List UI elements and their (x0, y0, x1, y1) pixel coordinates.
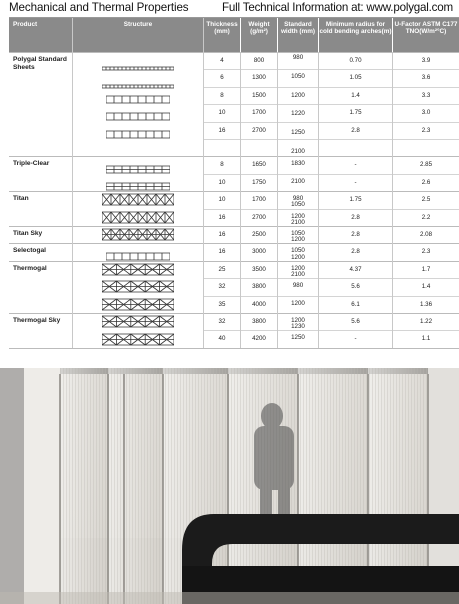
row-divider (204, 69, 459, 70)
table-row (204, 191, 459, 208)
row-divider (204, 104, 459, 105)
structure-profile-thin (102, 58, 174, 76)
column-header-ufactor: U-Factor ASTM C177 TNO(W/m²°C) (393, 18, 459, 52)
cell-width: 980 1050 (291, 195, 305, 209)
cell-ufactor: 2.2 (421, 213, 431, 221)
table-row (204, 69, 459, 86)
cell-ufactor: 3.0 (421, 109, 431, 117)
cell-thickness: 32 (218, 318, 226, 325)
column-header-width: Standard width (mm) (278, 18, 318, 52)
standard-width-list (278, 55, 318, 155)
cell-radius: 5.6 (351, 318, 360, 325)
table-row (204, 261, 459, 278)
width-value: 1250 (291, 129, 305, 137)
column-header-product: Product (9, 18, 72, 52)
cell-ufactor: 2.85 (419, 161, 433, 169)
column-divider (318, 52, 319, 348)
product-name: Titan (13, 195, 29, 203)
cell-radius: 2.8 (351, 248, 360, 256)
structure-profile-x (102, 193, 174, 211)
column-header-weight: Weight (g/m²) (241, 18, 277, 52)
cell-weight: 1700 (252, 109, 266, 117)
cell-radius: 4.37 (349, 265, 362, 273)
cell-width: 2100 (291, 177, 305, 185)
cell-radius: - (354, 178, 357, 186)
cell-weight: 2500 (252, 231, 266, 238)
structure-profile-triple (106, 161, 170, 179)
cell-weight: 4200 (252, 335, 266, 343)
cell-weight: 1500 (252, 91, 266, 99)
cell-thickness: 16 (218, 213, 226, 221)
structure-profile-sky (102, 315, 174, 333)
cell-width: 1200 2100 (291, 264, 305, 279)
cell-weight: 3500 (252, 265, 266, 273)
table-row (204, 122, 459, 139)
table-row (204, 209, 459, 226)
cell-radius: - (354, 335, 357, 343)
cell-weight: 2700 (252, 213, 266, 221)
table-row (204, 156, 459, 173)
cell-ufactor: 2.3 (421, 126, 431, 134)
cell-radius: 1.75 (349, 109, 362, 117)
cell-weight: 1700 (252, 196, 266, 204)
table-row (204, 278, 459, 295)
row-divider (204, 209, 459, 210)
cell-width: 1250 (291, 334, 305, 342)
cell-thickness: 4 (220, 57, 224, 64)
cell-ufactor: 1.7 (421, 265, 431, 273)
cell-weight: 3800 (252, 318, 266, 325)
cell-weight: 1650 (252, 161, 266, 169)
cell-radius: 2.8 (351, 126, 360, 134)
cell-ufactor: 2.6 (421, 178, 431, 186)
product-installation-photo (0, 368, 459, 604)
cell-ufactor: 1.1 (421, 335, 431, 343)
cell-radius: 2.8 (351, 213, 360, 221)
cell-radius: 1.75 (349, 196, 362, 204)
width-value: 980 (292, 54, 304, 61)
row-divider (204, 330, 459, 331)
cell-radius: 0.70 (349, 57, 362, 64)
column-header-radius: Minimum radius for cold bending arches(m) (319, 18, 392, 52)
product-name: Triple-Clear (13, 160, 50, 168)
cell-thickness: 10 (218, 109, 226, 117)
technical-info-link[interactable]: Full Technical Information at: www.polygal.com (222, 1, 453, 14)
cell-width: 1830 (291, 160, 305, 168)
width-value: 2100 (291, 148, 305, 156)
row-divider (204, 122, 459, 123)
cell-thickness: 35 (218, 300, 226, 308)
cell-width: 1050 1200 (291, 230, 305, 244)
cell-weight: 800 (253, 57, 265, 64)
cell-radius: 6.1 (351, 300, 360, 308)
structure-profile-grid (106, 126, 170, 144)
column-divider (392, 52, 393, 348)
cell-thickness: 16 (218, 126, 226, 134)
row-divider (204, 139, 459, 140)
cell-radius: 1.05 (349, 74, 362, 82)
cell-thickness: 16 (218, 248, 226, 256)
column-header-structure: Structure (73, 18, 203, 52)
width-value: 1200 (291, 91, 305, 99)
cell-radius: - (354, 161, 357, 169)
product-name: Selectogal (13, 247, 46, 255)
table-row (204, 52, 459, 69)
cell-width: 1200 (291, 299, 305, 307)
table-row (204, 226, 459, 243)
cell-ufactor: 2.08 (419, 231, 433, 238)
page-header (0, 0, 459, 17)
cell-ufactor: 3.9 (421, 57, 431, 64)
row-divider (204, 174, 459, 175)
cell-thickness: 16 (218, 231, 226, 238)
product-name: Thermogal Sky (13, 317, 61, 324)
table-bottom-rule (9, 348, 459, 349)
cell-thickness: 8 (220, 161, 224, 169)
cell-ufactor: 1.22 (419, 318, 433, 325)
cell-ufactor: 1.36 (419, 300, 433, 308)
cell-radius: 1.4 (351, 91, 360, 99)
page-title: Mechanical and Thermal Properties (9, 1, 189, 14)
product-name: Titan Sky (13, 230, 43, 237)
column-divider (72, 18, 73, 348)
structure-profile-grid (106, 91, 170, 109)
table-row (204, 243, 459, 260)
table-row (204, 313, 459, 330)
width-value: 1220 (291, 110, 305, 118)
cell-thickness: 40 (218, 335, 226, 343)
cell-ufactor: 2.3 (421, 248, 431, 256)
row-divider (204, 296, 459, 297)
product-name: Polygal Standard Sheets (13, 56, 67, 71)
cell-thickness: 32 (218, 283, 226, 291)
cell-thickness: 6 (220, 74, 224, 82)
cell-thickness: 10 (218, 196, 226, 204)
column-divider (203, 18, 204, 348)
table-row (204, 139, 459, 156)
structure-profile-grid (106, 108, 170, 126)
row-divider (204, 278, 459, 279)
table-row (204, 174, 459, 191)
cell-weight: 1750 (252, 178, 266, 186)
cell-weight: 3000 (252, 248, 266, 256)
cell-thickness: 10 (218, 178, 226, 186)
cell-thickness: 25 (218, 265, 226, 273)
cell-ufactor: 3.3 (421, 91, 431, 99)
structure-profile-truss (102, 263, 174, 281)
table-row (204, 296, 459, 313)
cell-radius: 2.8 (351, 231, 360, 238)
column-divider (240, 52, 241, 348)
cell-ufactor: 3.6 (421, 74, 431, 82)
cell-weight: 4000 (252, 300, 266, 308)
product-name: Thermogal (13, 264, 47, 272)
cell-radius: 5.6 (351, 283, 360, 291)
column-divider (277, 52, 278, 348)
cell-width: 1200 1230 (291, 317, 305, 331)
row-divider (204, 87, 459, 88)
width-value: 1050 (291, 72, 305, 80)
structure-profile-truss (102, 280, 174, 298)
cell-width: 980 (292, 282, 304, 290)
column-header-thickness: Thickness (mm) (204, 18, 240, 52)
table-row (204, 330, 459, 347)
table-row (204, 104, 459, 121)
cell-weight: 1300 (252, 74, 266, 82)
cell-weight: 2700 (252, 126, 266, 134)
cell-thickness: 8 (220, 91, 224, 99)
cell-ufactor: 1.4 (421, 283, 431, 291)
cell-weight: 3800 (252, 283, 266, 291)
table-row (204, 87, 459, 104)
cell-ufactor: 2.5 (421, 196, 431, 204)
cell-width: 1050 1200 (291, 247, 305, 261)
cell-width: 1200 2100 (291, 212, 305, 226)
